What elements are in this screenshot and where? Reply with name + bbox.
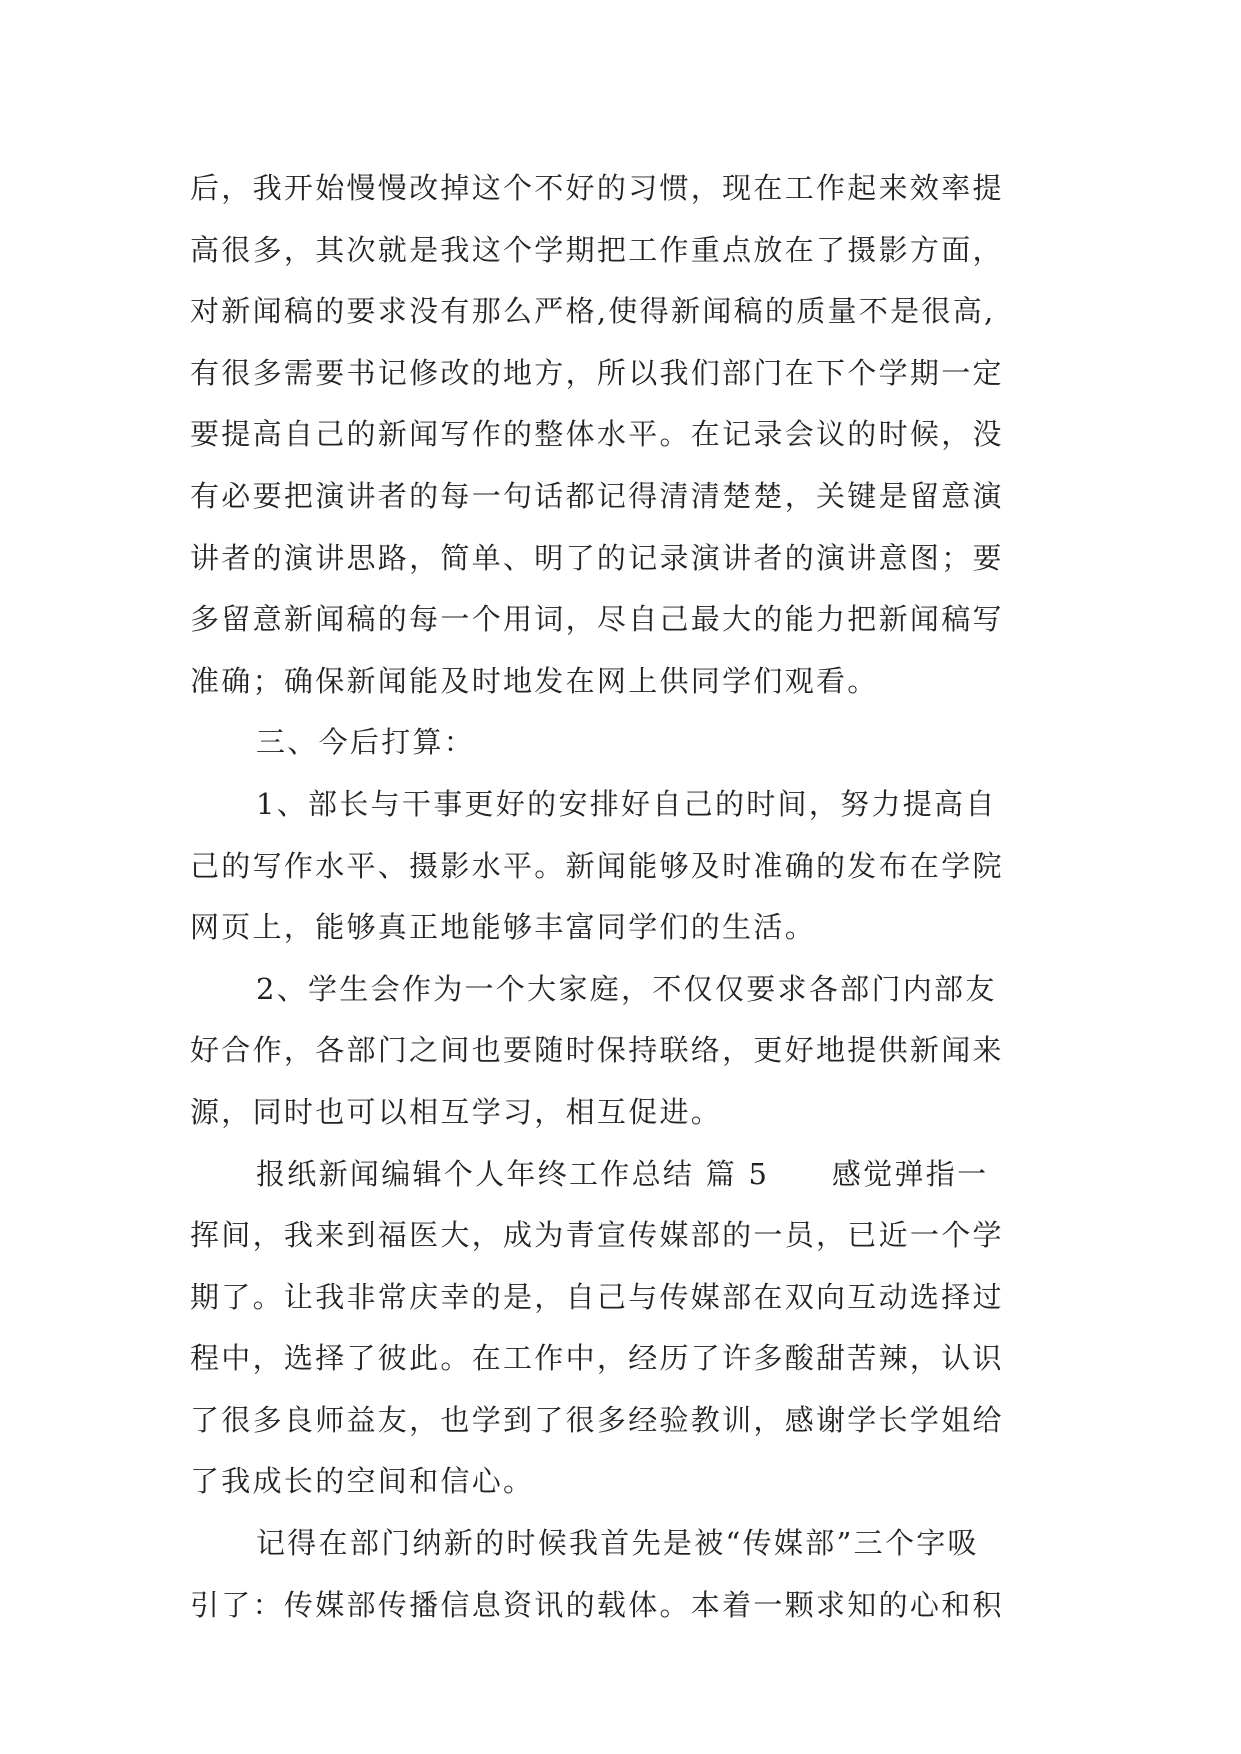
text-line: 对新闻稿的要求没有那么严格,使得新闻稿的质量不是很高, xyxy=(190,294,996,329)
text-line: 源，同时也可以相互学习，相互促进。 xyxy=(190,1094,723,1129)
text-line: 网页上，能够真正地能够丰富同学们的生活。 xyxy=(190,910,817,945)
text-line: 有很多需要书记修改的地方，所以我们部门在下个学期一定 xyxy=(190,355,1004,390)
text-line: 后，我开始慢慢改掉这个不好的习惯，现在工作起来效率提 xyxy=(190,171,1004,205)
text-line: 引了：传媒部传播信息资讯的载体。本着一颗求知的心和积 xyxy=(190,1587,1004,1622)
section-heading: 三、今后打算： xyxy=(256,725,476,760)
text-line: 多留意新闻稿的每一个用词，尽自己最大的能力把新闻稿写 xyxy=(190,602,1004,637)
text-line: 好合作，各部门之间也要随时保持联络，更好地提供新闻来 xyxy=(190,1033,1004,1068)
text-line: 有必要把演讲者的每一句话都记得清清楚楚，关键是留意演 xyxy=(190,478,1004,513)
text-line: 了我成长的空间和信心。 xyxy=(190,1464,535,1499)
text-line: 程中，选择了彼此。在工作中，经历了许多酸甜苦辣，认识 xyxy=(190,1341,1004,1376)
text-line: 挥间，我来到福医大，成为青宣传媒部的一员，已近一个学 xyxy=(190,1218,1004,1253)
document-body xyxy=(190,158,1090,1636)
text-line: 高很多，其次就是我这个学期把工作重点放在了摄影方面， xyxy=(190,232,1004,267)
text-line: 要提高自己的新闻写作的整体水平。在记录会议的时候，没 xyxy=(190,417,1004,452)
text-line: 2、学生会作为一个大家庭，不仅仅要求各部门内部友 xyxy=(256,971,997,1006)
text-line: 1、部长与干事更好的安排好自己的时间，努力提高自 xyxy=(256,786,997,821)
text-line: 己的写作水平、摄影水平。新闻能够及时准确的发布在学院 xyxy=(190,848,1004,883)
text-line: 记得在部门纳新的时候我首先是被“传媒部”三个字吸 xyxy=(256,1526,979,1561)
text-line: 期了。让我非常庆幸的是，自己与传媒部在双向互动选择过 xyxy=(190,1279,1004,1314)
text-line: 讲者的演讲思路，简单、明了的记录演讲者的演讲意图；要 xyxy=(190,540,1004,575)
article-title-line: 报纸新闻编辑个人年终工作总结 篇 5 感觉弹指一 xyxy=(256,1156,989,1191)
text-line: 准确；确保新闻能及时地发在网上供同学们观看。 xyxy=(190,663,879,698)
text-line: 了很多良师益友，也学到了很多经验教训，感谢学长学姐给 xyxy=(190,1402,1004,1437)
